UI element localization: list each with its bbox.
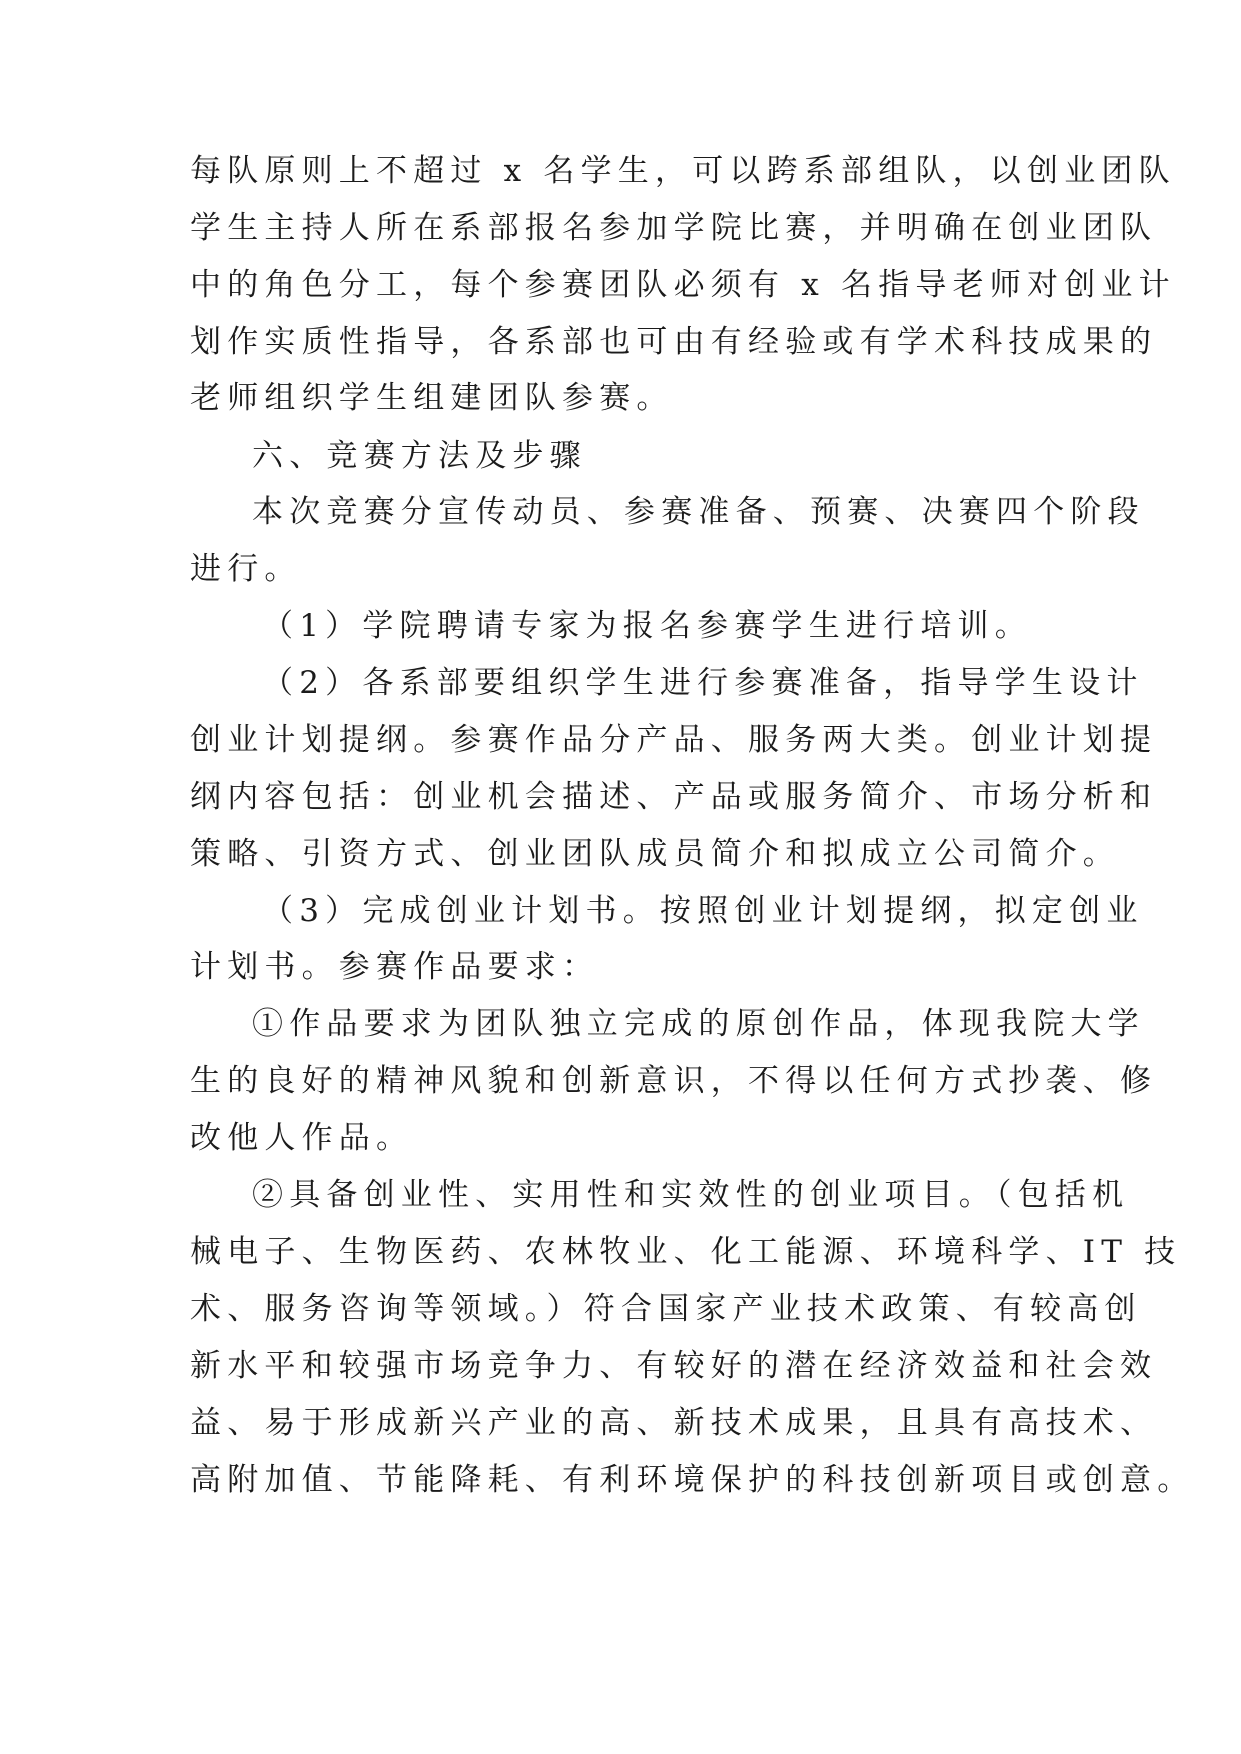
paragraph-line: 计划书。参赛作品要求： [190,949,600,985]
section-heading: 六、竞赛方法及步骤 [252,438,587,474]
paragraph-line: 本次竞赛分宣传动员、参赛准备、预赛、决赛四个阶段 [252,494,1145,530]
paragraph-line: 学生主持人所在系部报名参加学院比赛，并明确在创业团队 [190,210,1158,246]
paragraph-line: 老师组织学生组建团队参赛。 [190,380,674,416]
paragraph-line: 纲内容包括：创业机会描述、产品或服务简介、市场分析和 [190,779,1158,815]
list-item-line: ②具备创业性、实用性和实效性的创业项目。（包括机 [252,1177,1130,1213]
paragraph-line: 划作实质性指导，各系部也可由有经验或有学术科技成果的 [190,324,1158,360]
paragraph-line: 益、易于形成新兴产业的高、新技术成果，且具有高技术、 [190,1405,1158,1441]
paragraph-line: 新水平和较强市场竞争力、有较好的潜在经济效益和社会效 [190,1348,1158,1384]
paragraph-line: 术、服务咨询等领域。）符合国家产业技术政策、有较高创 [190,1291,1142,1327]
list-item-line: （1）学院聘请专家为报名参赛学生进行培训。 [262,608,1032,644]
paragraph-line: 每队原则上不超过 x 名学生，可以跨系部组队，以创业团队 [190,153,1176,189]
paragraph-line: 策略、引资方式、创业团队成员简介和拟成立公司简介。 [190,836,1120,872]
list-item-line: （3）完成创业计划书。按照创业计划提纲，拟定创业 [262,893,1144,929]
paragraph-line: 改他人作品。 [190,1120,414,1156]
paragraph-line: 高附加值、节能降耗、有利环境保护的科技创新项目或创意。 [190,1462,1195,1498]
paragraph-line: 进行。 [190,551,302,587]
paragraph-line: 创业计划提纲。参赛作品分产品、服务两大类。创业计划提 [190,722,1158,758]
list-item-line: ①作品要求为团队独立完成的原创作品，体现我院大学 [252,1006,1145,1042]
paragraph-line: 中的角色分工，每个参赛团队必须有 x 名指导老师对创业计 [190,267,1176,303]
paragraph-line: 械电子、生物医药、农林牧业、化工能源、环境科学、IT 技 [190,1234,1182,1270]
list-item-line: （2）各系部要组织学生进行参赛准备，指导学生设计 [262,665,1144,701]
paragraph-line: 生的良好的精神风貌和创新意识，不得以任何方式抄袭、修 [190,1063,1158,1099]
